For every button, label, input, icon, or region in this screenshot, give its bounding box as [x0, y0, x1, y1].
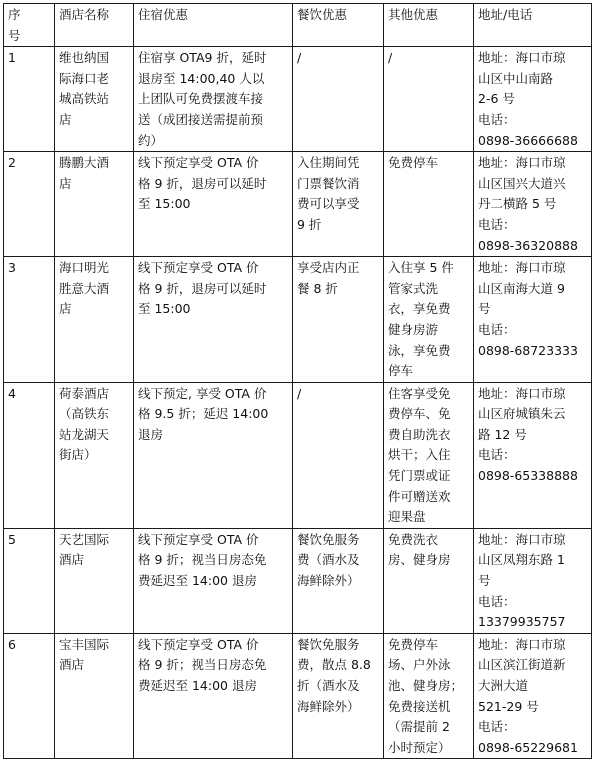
cell-line: 0898-65338888: [478, 468, 578, 484]
cell-line: 至 15:00: [138, 196, 191, 212]
cell-line: 1: [8, 50, 16, 66]
cell-line: 池、健身房；: [388, 678, 464, 693]
cell-line: 迎果盘: [388, 509, 426, 525]
cell-line: 免费停车: [388, 155, 439, 171]
header-other: [384, 4, 474, 47]
cell-lodging: [134, 382, 293, 528]
cell-line: 站龙湖天: [59, 426, 110, 442]
cell-line: 停车: [388, 363, 414, 379]
cell-line: 海鲜除外）: [297, 698, 360, 714]
cell-line: 住宿享 OTA9 折，延时: [138, 50, 267, 66]
header-label: 地址/电话: [478, 7, 533, 22]
cell-lodging: [134, 257, 293, 383]
cell-lodging: [134, 528, 293, 633]
cell-address: [474, 528, 592, 633]
cell-dining: [293, 633, 384, 759]
hotel-discount-table: [3, 3, 592, 759]
cell-other: [384, 382, 474, 528]
cell-address: [474, 382, 592, 528]
cell-line: 享受店内正: [297, 260, 360, 276]
cell-line: 山区国兴大道兴: [478, 175, 566, 191]
cell-line: 0898-36666688: [478, 132, 578, 148]
cell-line: 电话：: [478, 593, 516, 609]
cell-line: 荷泰酒店: [59, 385, 110, 401]
cell-dining: [293, 257, 384, 383]
cell-line: 3: [8, 260, 16, 276]
cell-address: [474, 257, 592, 383]
cell-line: 0898-68723333: [478, 342, 578, 358]
cell-line: 至 15:00: [138, 301, 191, 317]
table-row: [4, 382, 592, 528]
cell-hotel-name: [55, 152, 134, 257]
header-hotel-name: [55, 4, 134, 47]
cell-line: 腾鹏大酒: [59, 155, 110, 171]
cell-line: 宝丰国际: [59, 636, 110, 652]
cell-line: 丹二横路 5 号: [478, 196, 557, 212]
cell-other: [384, 633, 474, 759]
cell-dining: [293, 47, 384, 152]
cell-line: 格 9 折，退房可以延时: [138, 175, 267, 191]
cell-hotel-name: [55, 382, 134, 528]
cell-no: [4, 382, 55, 528]
cell-line: 521-29 号: [478, 698, 539, 714]
cell-line: 街店）: [59, 447, 97, 463]
cell-line: 店: [59, 111, 72, 127]
cell-line: 9 折: [297, 216, 322, 232]
cell-line: 折（酒水及: [297, 678, 360, 693]
cell-line: 餐饮免服务: [297, 531, 360, 547]
cell-no: [4, 152, 55, 257]
cell-line: 免费洗衣: [388, 531, 439, 547]
cell-line: 酒店: [59, 657, 85, 673]
cell-line: 大洲大道: [478, 678, 529, 693]
cell-line: 门票餐饮消: [297, 175, 360, 191]
cell-line: 地址：海口市琼: [478, 50, 566, 66]
cell-line: 地址：海口市琼: [478, 636, 566, 652]
cell-line: 线下预定, 享受 OTA 价: [138, 385, 267, 401]
cell-line: 山区中山南路: [478, 70, 554, 86]
cell-line: 电话：: [478, 719, 516, 735]
header-address: [474, 4, 592, 47]
cell-line: 山区滨江街道新: [478, 657, 566, 673]
cell-line: 0898-65229681: [478, 739, 578, 755]
cell-line: 店: [59, 175, 72, 191]
cell-hotel-name: [55, 528, 134, 633]
cell-line: （需提前 2: [388, 719, 450, 735]
cell-line: 山区府城镇朱云: [478, 406, 566, 422]
cell-line: 凭门票或证: [388, 468, 451, 484]
cell-line: 海鲜除外）: [297, 573, 360, 589]
header-label: 餐饮优惠: [297, 7, 348, 22]
cell-line: 费自助洗衣: [388, 426, 451, 442]
table-body: [4, 4, 592, 759]
cell-line: 费可以享受: [297, 196, 360, 212]
cell-line: 电话：: [478, 321, 516, 337]
cell-line: 住客享受免: [388, 385, 451, 401]
cell-line: 13379935757: [478, 614, 566, 630]
cell-line: 维也纳国: [59, 50, 110, 66]
cell-line: 格 9.5 折；延迟 14:00: [138, 406, 269, 422]
cell-line: 线下预定享受 OTA 价: [138, 155, 259, 171]
cell-line: 6: [8, 636, 16, 652]
cell-line: 烘干；入住: [388, 447, 451, 463]
cell-other: [384, 152, 474, 257]
cell-line: 山区凤翔东路 1: [478, 552, 565, 568]
cell-line: 线下预定享受 OTA 价: [138, 531, 259, 547]
cell-line: 路 12 号: [478, 426, 527, 442]
cell-line: 5: [8, 531, 16, 547]
cell-line: 序: [8, 7, 21, 22]
header-label: 其他优惠: [388, 7, 439, 22]
header-dining: [293, 4, 384, 47]
header-lodging: [134, 4, 293, 47]
cell-line: 费，散点 8.8: [297, 657, 371, 673]
cell-line: 酒店: [59, 552, 85, 568]
cell-line: 地址：海口市琼: [478, 155, 566, 171]
table-row: [4, 257, 592, 383]
cell-address: [474, 152, 592, 257]
cell-line: 2-6 号: [478, 91, 515, 107]
cell-hotel-name: [55, 633, 134, 759]
cell-no: [4, 528, 55, 633]
cell-line: 退房至 14:00,40 人以: [138, 70, 265, 86]
cell-line: 费延迟至 14:00 退房: [138, 573, 257, 589]
cell-line: 电话：: [478, 216, 516, 232]
cell-line: 格 9 折；视当日房态免: [138, 657, 267, 673]
cell-no: [4, 47, 55, 152]
cell-line: 店: [59, 301, 72, 317]
cell-no: [4, 257, 55, 383]
cell-no: [4, 633, 55, 759]
cell-line: （高铁东: [59, 406, 110, 422]
header-row: [4, 4, 592, 47]
cell-line: 电话：: [478, 447, 516, 463]
cell-line: 上团队可免费摆渡车接: [138, 91, 264, 107]
cell-line: 海口明光: [59, 260, 110, 276]
cell-address: [474, 633, 592, 759]
cell-line: 件可赠送欢: [388, 488, 451, 504]
cell-line: 入住期间凭: [297, 155, 360, 171]
cell-line: 电话：: [478, 111, 516, 127]
cell-line: 格 9 折；视当日房态免: [138, 552, 267, 568]
cell-lodging: [134, 152, 293, 257]
header-no: [4, 4, 55, 47]
cell-hotel-name: [55, 257, 134, 383]
table-row: [4, 528, 592, 633]
cell-dining: [293, 528, 384, 633]
cell-line: 费延迟至 14:00 退房: [138, 678, 257, 693]
cell-line: /: [297, 385, 302, 401]
table-row: [4, 633, 592, 759]
cell-line: 号: [478, 573, 491, 589]
cell-line: 地址：海口市琼: [478, 385, 566, 401]
cell-line: 免费停车: [388, 636, 439, 652]
cell-line: 房、健身房: [388, 552, 451, 568]
cell-line: 健身房游: [388, 321, 439, 337]
cell-hotel-name: [55, 47, 134, 152]
cell-line: 号: [8, 27, 21, 43]
table-row: [4, 152, 592, 257]
header-label: 酒店名称: [59, 7, 110, 22]
cell-lodging: [134, 47, 293, 152]
cell-line: 免费接送机: [388, 698, 451, 714]
cell-line: 城高铁站: [59, 91, 110, 107]
cell-line: 管家式洗: [388, 280, 439, 296]
cell-line: 泳，享免费: [388, 342, 451, 358]
cell-line: 际海口老: [59, 70, 110, 86]
cell-line: 0898-36320888: [478, 237, 578, 253]
cell-dining: [293, 382, 384, 528]
cell-line: 格 9 折，退房可以延时: [138, 280, 267, 296]
cell-line: 地址：海口市琼: [478, 531, 566, 547]
cell-line: 天艺国际: [59, 531, 110, 547]
cell-other: [384, 528, 474, 633]
cell-other: [384, 257, 474, 383]
cell-line: 4: [8, 385, 16, 401]
cell-line: 费（酒水及: [297, 552, 360, 568]
cell-line: 胜意大酒: [59, 280, 110, 296]
cell-line: /: [297, 50, 302, 66]
cell-line: 场、户外泳: [388, 657, 451, 673]
cell-line: 送（成团接送需提前预: [138, 111, 264, 127]
cell-other: [384, 47, 474, 152]
cell-line: 约）: [138, 132, 164, 148]
cell-line: 衣，享免费: [388, 301, 451, 317]
cell-line: 地址：海口市琼: [478, 260, 566, 276]
cell-lodging: [134, 633, 293, 759]
cell-dining: [293, 152, 384, 257]
cell-line: 退房: [138, 426, 164, 442]
cell-line: 山区南海大道 9: [478, 280, 565, 296]
cell-line: 小时预定）: [388, 739, 451, 755]
cell-line: 入住享 5 件: [388, 260, 454, 276]
cell-line: 线下预定享受 OTA 价: [138, 260, 259, 276]
header-label: 住宿优惠: [138, 7, 189, 22]
cell-line: 餐饮免服务: [297, 636, 360, 652]
table-row: [4, 47, 592, 152]
cell-line: 号: [478, 301, 491, 317]
cell-line: 餐 8 折: [297, 280, 338, 296]
cell-line: 线下预定享受 OTA 价: [138, 636, 259, 652]
cell-line: 费停车、免: [388, 406, 451, 422]
cell-address: [474, 47, 592, 152]
cell-line: /: [388, 50, 393, 66]
cell-line: 2: [8, 155, 16, 171]
